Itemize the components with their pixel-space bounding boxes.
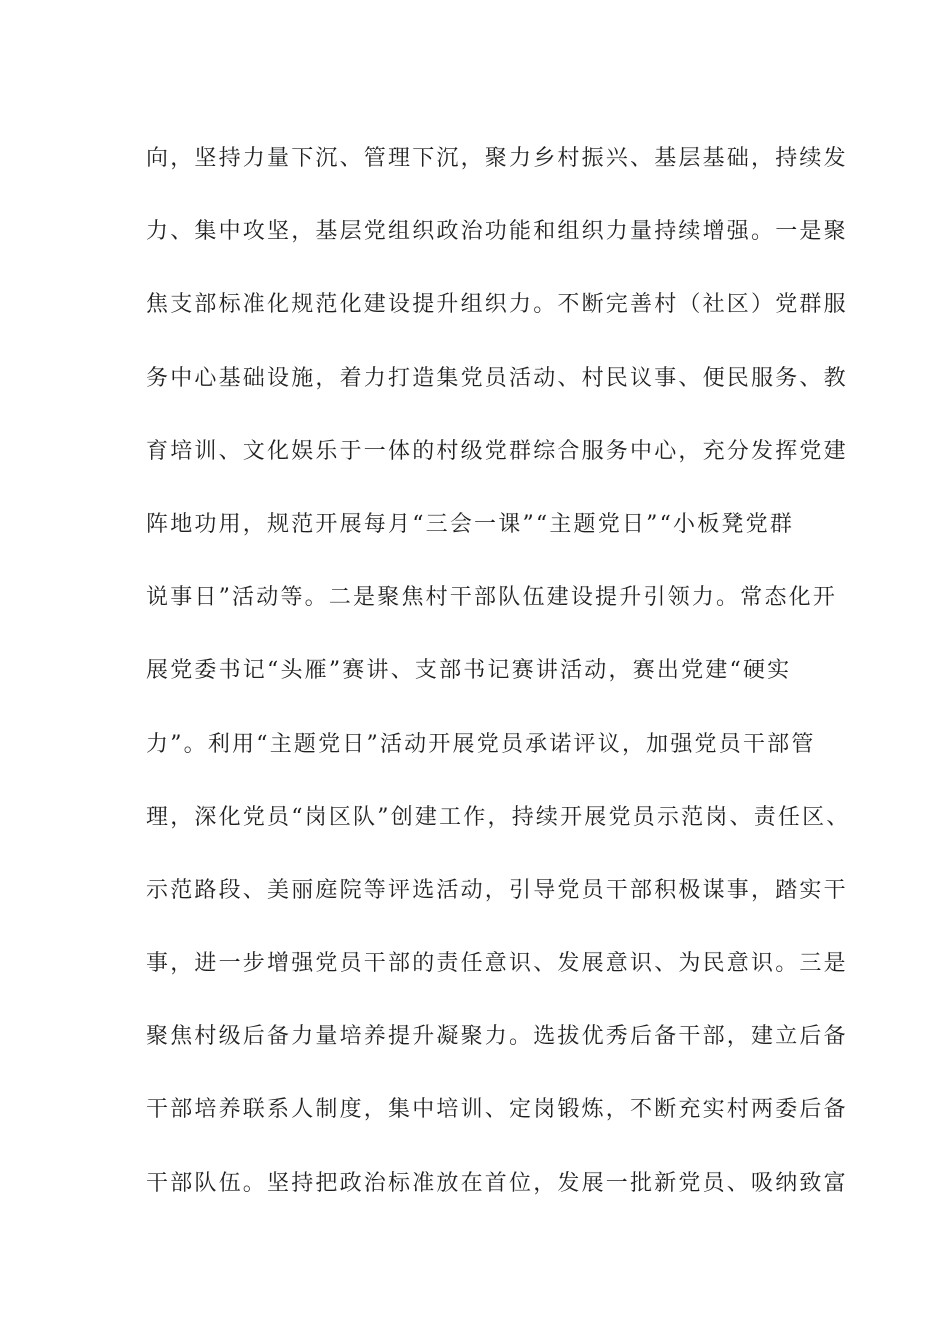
- text-line: 务中心基础设施，着力打造集党员活动、村民议事、便民服务、教: [146, 365, 848, 391]
- body-text: [146, 136, 851, 1234]
- text-line: 展党委书记“头雁”赛讲、支部书记赛讲活动，赛出党建“硬实: [146, 658, 792, 684]
- text-line: 说事日”活动等。二是聚焦村干部队伍建设提升引领力。常态化开: [146, 585, 838, 611]
- text-line: 育培训、文化娱乐于一体的村级党群综合服务中心，充分发挥党建: [146, 438, 848, 464]
- text-line: 焦支部标准化规范化建设提升组织力。不断完善村（社区）党群服: [146, 292, 848, 318]
- text-line: 干部队伍。坚持把政治标准放在首位，发展一批新党员、吸纳致富: [146, 1170, 848, 1196]
- text-line: 示范路段、美丽庭院等评选活动，引导党员干部积极谋事，踏实干: [146, 877, 848, 903]
- text-line: 事，进一步增强党员干部的责任意识、发展意识、为民意识。三是: [146, 951, 848, 977]
- text-line: 干部培养联系人制度，集中培训、定岗锻炼，不断充实村两委后备: [146, 1097, 848, 1123]
- text-line: 阵地功用，规范开展每月“三会一课”“主题党日”“小板凳党群: [146, 511, 795, 537]
- text-line: 力”。利用“主题党日”活动开展党员承诺评议，加强党员干部管: [146, 731, 816, 757]
- text-line: 聚焦村级后备力量培养提升凝聚力。选拔优秀后备干部，建立后备: [146, 1024, 848, 1050]
- text-line: 力、集中攻坚，基层党组织政治功能和组织力量持续增强。一是聚: [146, 219, 848, 245]
- text-line: 理，深化党员“岗区队”创建工作，持续开展党员示范岗、责任区、: [146, 804, 851, 830]
- text-line: 向，坚持力量下沉、管理下沉，聚力乡村振兴、基层基础，持续发: [146, 146, 848, 171]
